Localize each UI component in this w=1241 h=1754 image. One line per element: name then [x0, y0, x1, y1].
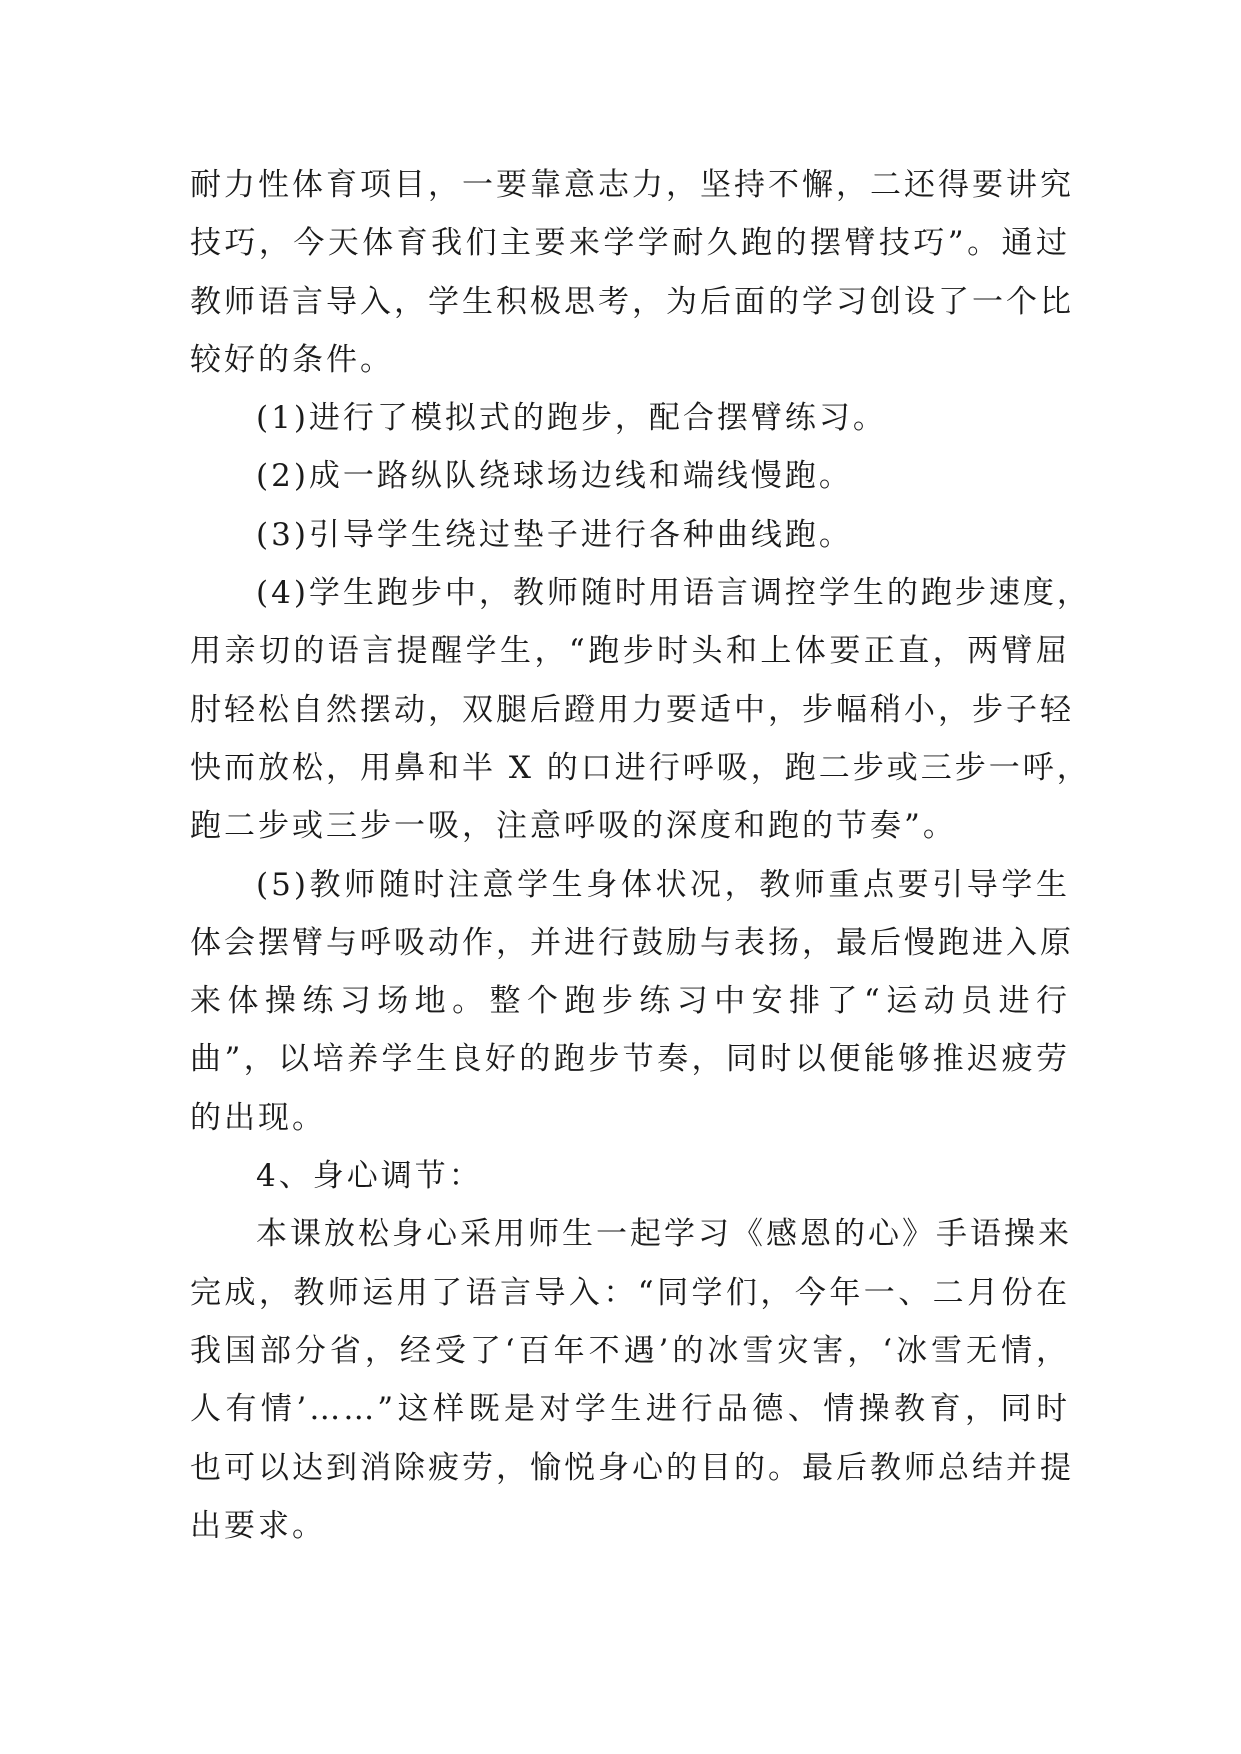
text-line: 出要求。 [190, 1507, 326, 1544]
text-line: 快而放松，用鼻和半 X 的口进行呼吸，跑二步或三步一呼， [190, 749, 1091, 786]
paragraph-relax [190, 1205, 1074, 1555]
text-line: 耐力性体育项目，一要靠意志力，坚持不懈，二还得要讲究 [190, 167, 1074, 203]
text-line: 较好的条件。 [190, 341, 394, 378]
text-line: 完成，教师运用了语言导入：“同学们，今年一、二月份在 [190, 1274, 1070, 1311]
text-line: (3)引导学生绕过垫子进行各种曲线跑。 [256, 516, 853, 553]
text-line: 本课放松身心采用师生一起学习《感恩的心》手语操来 [256, 1216, 1072, 1253]
paragraph-step4 [190, 564, 1091, 855]
text-line: 我国部分省，经受了‘百年不遇’的冰雪灾害，‘冰雪无情， [190, 1332, 1070, 1369]
text-line: 肘轻松自然摆动，双腿后蹬用力要适中，步幅稍小，步子轻 [190, 691, 1074, 728]
text-line: 人有情’……”这样既是对学生进行品德、情操教育，同时 [190, 1391, 1070, 1428]
text-line: 来体操练习场地。整个跑步练习中安排了“运动员进行 [190, 983, 1070, 1020]
text-line: (4)学生跑步中，教师随时用语言调控学生的跑步速度， [256, 575, 1091, 612]
paragraph-step2 [190, 447, 1070, 505]
text-line: 曲”，以培养学生良好的跑步节奏，同时以便能够推迟疲劳 [190, 1041, 1070, 1078]
text-line: 技巧，今天体育我们主要来学学耐久跑的摆臂技巧”。通过 [190, 225, 1070, 262]
text-line: 4、身心调节： [256, 1158, 483, 1195]
paragraph-step5 [190, 856, 1074, 1147]
text-line: 也可以达到消除疲劳，愉悦身心的目的。最后教师总结并提 [190, 1449, 1074, 1486]
text-line: 用亲切的语言提醒学生，“跑步时头和上体要正直，两臂屈 [190, 633, 1070, 670]
paragraph-step1 [190, 389, 1070, 447]
text-line: 教师语言导入，学生积极思考，为后面的学习创设了一个比 [190, 283, 1074, 320]
paragraph-heading4 [190, 1147, 1070, 1205]
text-line: (2)成一路纵队绕球场边线和端线慢跑。 [256, 458, 853, 495]
text-line: 的出现。 [190, 1099, 326, 1136]
paragraph-step3 [190, 506, 1070, 564]
text-line: (5)教师随时注意学生身体状况，教师重点要引导学生 [256, 866, 1070, 903]
paragraph-intro [190, 156, 1074, 389]
text-line: 跑二步或三步一吸，注意呼吸的深度和跑的节奏”。 [190, 808, 957, 845]
text-line: 体会摆臂与呼吸动作，并进行鼓励与表扬，最后慢跑进入原 [190, 924, 1074, 961]
text-line: (1)进行了模拟式的跑步，配合摆臂练习。 [256, 400, 887, 437]
document-body [190, 156, 1091, 1555]
